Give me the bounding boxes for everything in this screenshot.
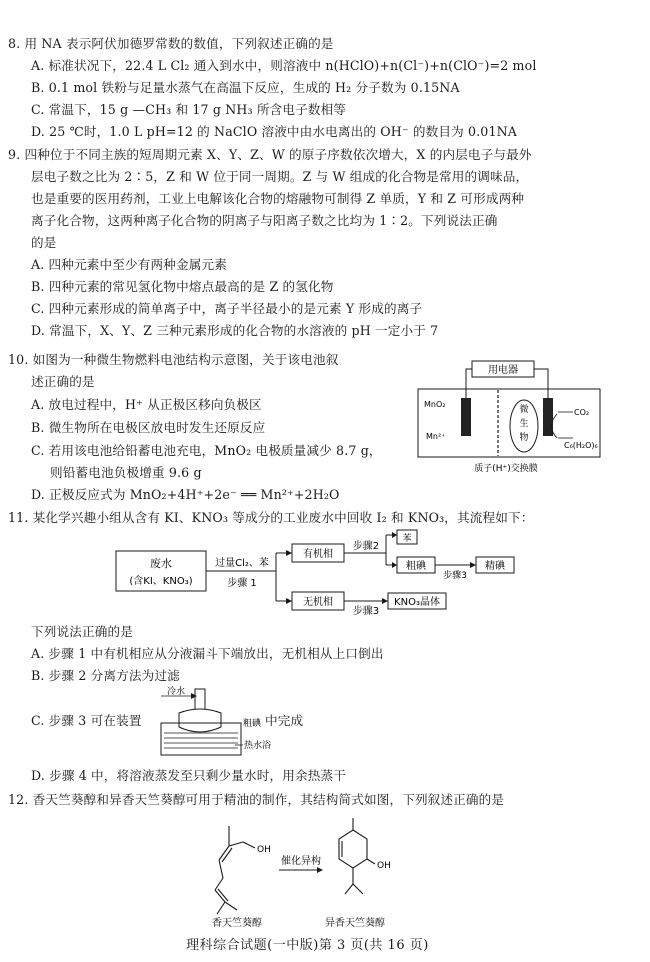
- q9-option-c: C. 四种元素形成的简单离子中，离子半径最小的是元素 Y 形成的离子: [31, 301, 423, 316]
- q10-option-c-line2: 则铅蓄电池负极增重 9.6 g: [50, 465, 202, 480]
- step4-label: 步骤3: [352, 606, 380, 617]
- hot-bath-label: 热水浴: [244, 741, 272, 751]
- anode-electrode: [543, 398, 553, 436]
- flask: [179, 709, 221, 732]
- organic-phase-label: 有机相: [303, 549, 333, 560]
- q11-option-c-pre: C. 步骤 3 可在装置: [31, 713, 142, 728]
- mno2-electrode: [461, 398, 471, 436]
- step2-label: 步骤2: [352, 541, 380, 552]
- pure-iodine-label: 精碘: [485, 561, 505, 572]
- q9-option-d: D. 常温下，X、Y、Z 三种元素形成的化合物的水溶液的 pH 一定小于 7: [31, 323, 439, 338]
- q8-option-d: D. 25 ℃时，1.0 L pH=12 的 NaClO 溶液中由水电离出的 OH⁻ 的数目为 0.01NA: [31, 124, 518, 139]
- q9-stem-line3: 也是重要的医用药剂，工业上电解该化合物的熔融物可制得 Z 单质，Y 和 Z 可形成两种: [31, 191, 525, 206]
- step3-label: 步骤3: [443, 571, 467, 581]
- geraniol-structures: [205, 812, 425, 930]
- q8-stem: 8. 用 NA 表示阿伏加德罗常数的数值，下列叙述正确的是: [8, 36, 334, 51]
- q9-option-a: A. 四种元素中至少有两种金属元素: [31, 257, 227, 272]
- waste-label: 废水: [150, 557, 172, 570]
- co2-label: CO₂: [574, 408, 590, 417]
- q11-option-a: A. 步骤 1 中有机相应从分液漏斗下端放出，无机相从上口倒出: [31, 646, 384, 661]
- oh-label-1: OH: [257, 845, 271, 855]
- q12-stem: 12. 香天竺葵醇和异香天竺葵醇可用于精油的制作，其结构简式如图，下列叙述正确的是: [8, 792, 505, 807]
- mn-ion-label: Mn²⁺: [426, 432, 446, 441]
- q9-option-b: B. 四种元素的常见氢化物中熔点最高的是 Z 的氢化物: [31, 279, 334, 294]
- bath-hatching: [164, 733, 238, 748]
- glucose-label: C₆(H₂O)₆: [564, 441, 598, 450]
- microbe-label-1: 微: [519, 405, 529, 415]
- q11-option-b: B. 步骤 2 分离方法为过滤: [31, 668, 180, 683]
- kno3-label: KNO₃晶体: [394, 597, 440, 608]
- benzene-label: 苯: [402, 534, 412, 544]
- geraniol-name: 香天竺葵醇: [212, 918, 262, 929]
- q10-option-b: B. 微生物所在电极区放电时发生还原反应: [31, 420, 266, 435]
- isomerization-label: 催化异构: [281, 856, 321, 867]
- q10-stem-line1: 10. 如图为一种微生物燃料电池结构示意图，关于该电池叙: [8, 352, 339, 367]
- microbe-label-3: 物: [519, 433, 529, 443]
- fuel-cell-diagram: [414, 356, 610, 476]
- q10-stem-line2: 述正确的是: [31, 374, 95, 389]
- q11-flowchart: [110, 530, 610, 622]
- q9-stem-line2: 层电子数之比为 2∶5，Z 和 W 位于同一周期。Z 与 W 组成的化合物是常用的调味品，: [31, 169, 529, 184]
- q10-option-d: D. 正极反应式为 MnO₂+4H⁺+2e⁻ ══ Mn²⁺+2H₂O: [31, 487, 340, 502]
- q11-option-d: D. 步骤 4 中，将溶液蒸发至只剩少量水时，用余热蒸干: [31, 768, 346, 783]
- mno2-label: MnO₂: [424, 400, 446, 409]
- geraniol-skeleton: [215, 826, 255, 914]
- q11-option-c-post: 中完成: [265, 713, 304, 728]
- q10-option-a: A. 放电过程中，H⁺ 从正极区移向负极区: [31, 397, 262, 412]
- q8-option-a: A. 标准状况下，22.4 L Cl₂ 通入到水中，则溶液中 n(HClO)+n(Cl⁻)+n(ClO⁻)=2 mol: [31, 58, 537, 73]
- device-label: 用电器: [488, 365, 518, 376]
- step1-label: 步骤 1: [227, 578, 257, 589]
- inorganic-phase-label: 无机相: [303, 597, 333, 608]
- q8-option-b: B. 0.1 mol 铁粉与足量水蒸气在高温下反应，生成的 H₂ 分子数为 0.15NA: [31, 80, 460, 95]
- q9-stem-line5: 的是: [31, 235, 57, 250]
- oh-label-2: OH: [377, 861, 391, 871]
- isogeraniol-name: 异香天竺葵醇: [325, 918, 385, 929]
- waste-content: (含KI、KNO₃): [129, 576, 193, 587]
- q8-option-c: C. 常温下，15 g —CH₃ 和 17 g NH₃ 所含电子数相等: [31, 102, 347, 117]
- step1-reagent: 过量Cl₂、苯: [215, 558, 269, 569]
- q11-intro: 下列说法正确的是: [31, 624, 133, 639]
- q9-stem-line1: 9. 四种位于不同主族的短周期元素 X、Y、Z、W 的原子序数依次增大，X 的内层电子与最外: [8, 147, 532, 162]
- crude-iodine-label: 粗碘: [406, 561, 426, 572]
- page-footer: 理科综合试题(一中版)第 3 页(共 16 页): [186, 938, 429, 953]
- cold-water-label: 冷水: [167, 687, 186, 697]
- crude-iodine-app-label: 粗碘: [243, 719, 262, 729]
- q9-stem-line4: 离子化合物，这两种离子化合物的阴离子与阳离子数之比均为 1∶2。下列说法正确: [31, 213, 498, 228]
- membrane-label: 质子(H⁺)交换膜: [474, 464, 538, 474]
- microbe-label-2: 生: [519, 419, 529, 429]
- sublimation-apparatus: [155, 683, 272, 763]
- q11-stem: 11. 某化学兴趣小组从含有 KI、KNO₃ 等成分的工业废水中回收 I₂ 和 KNO₃，其流程如下：: [8, 510, 534, 525]
- q10-option-c-line1: C. 若用该电池给铅蓄电池充电，MnO₂ 电极质量减少 8.7 g，: [31, 443, 382, 458]
- isogeraniol-skeleton: [339, 818, 375, 894]
